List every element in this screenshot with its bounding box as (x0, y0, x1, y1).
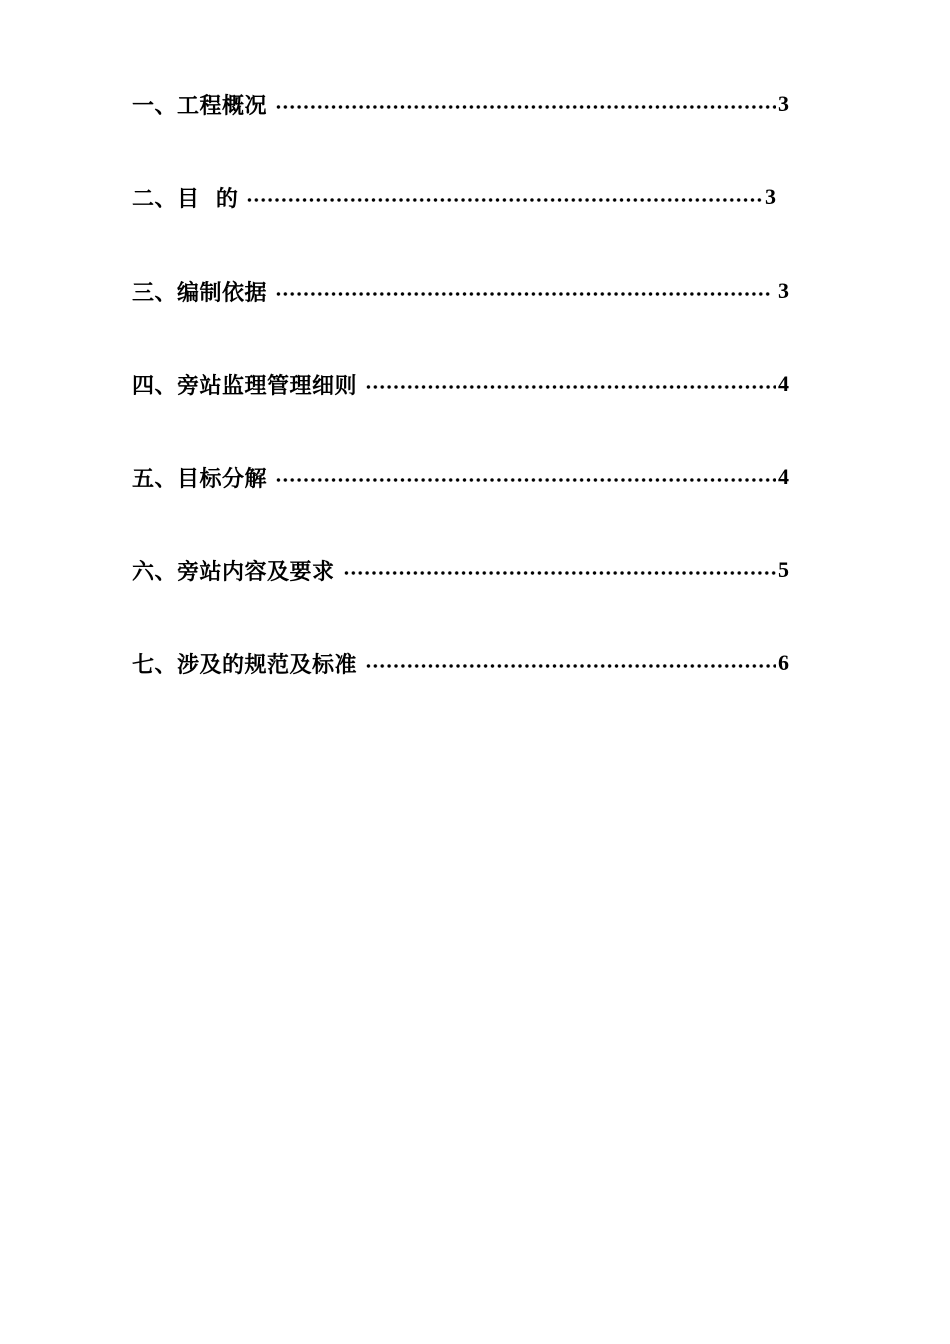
toc-entry-overview[interactable] (132, 86, 789, 122)
toc-entry-goal-breakdown[interactable] (132, 459, 789, 495)
dot-leader (246, 198, 763, 202)
toc-entry-title: 一、工程概况 (132, 92, 268, 119)
toc-entry-page-number: 3 (778, 91, 789, 116)
toc-entry-title: 七、涉及的规范及标准 (132, 651, 358, 678)
dot-leader (365, 385, 776, 389)
toc-entry-title: 四、旁站监理管理细则 (132, 372, 358, 399)
dot-leader (275, 105, 776, 109)
toc-entry-standards[interactable] (132, 645, 789, 681)
toc-entry-title: 五、目标分解 (132, 465, 268, 492)
toc-entry-page-number: 3 (765, 184, 776, 209)
toc-entry-page-number: 5 (778, 557, 789, 582)
toc-entry-page-number: 4 (778, 464, 789, 489)
toc-entry-page-number: 3 (778, 278, 789, 303)
toc-entry-content-requirements[interactable] (132, 552, 789, 588)
toc-entry-page-number: 6 (778, 650, 789, 675)
toc-entry-title: 三、编制依据 (132, 279, 268, 306)
toc-entry-basis[interactable] (132, 273, 789, 309)
dot-leader (343, 571, 776, 575)
dot-leader (275, 292, 770, 296)
toc-entry-title: 六、旁站内容及要求 (132, 558, 335, 585)
toc-entry-page-number: 4 (778, 371, 789, 396)
dot-leader (275, 478, 776, 482)
dot-leader (365, 664, 776, 668)
toc-entry-purpose[interactable] (132, 179, 776, 215)
toc-entry-supervision-rules[interactable] (132, 366, 789, 402)
toc-entry-title: 二、目 的 (132, 185, 239, 212)
